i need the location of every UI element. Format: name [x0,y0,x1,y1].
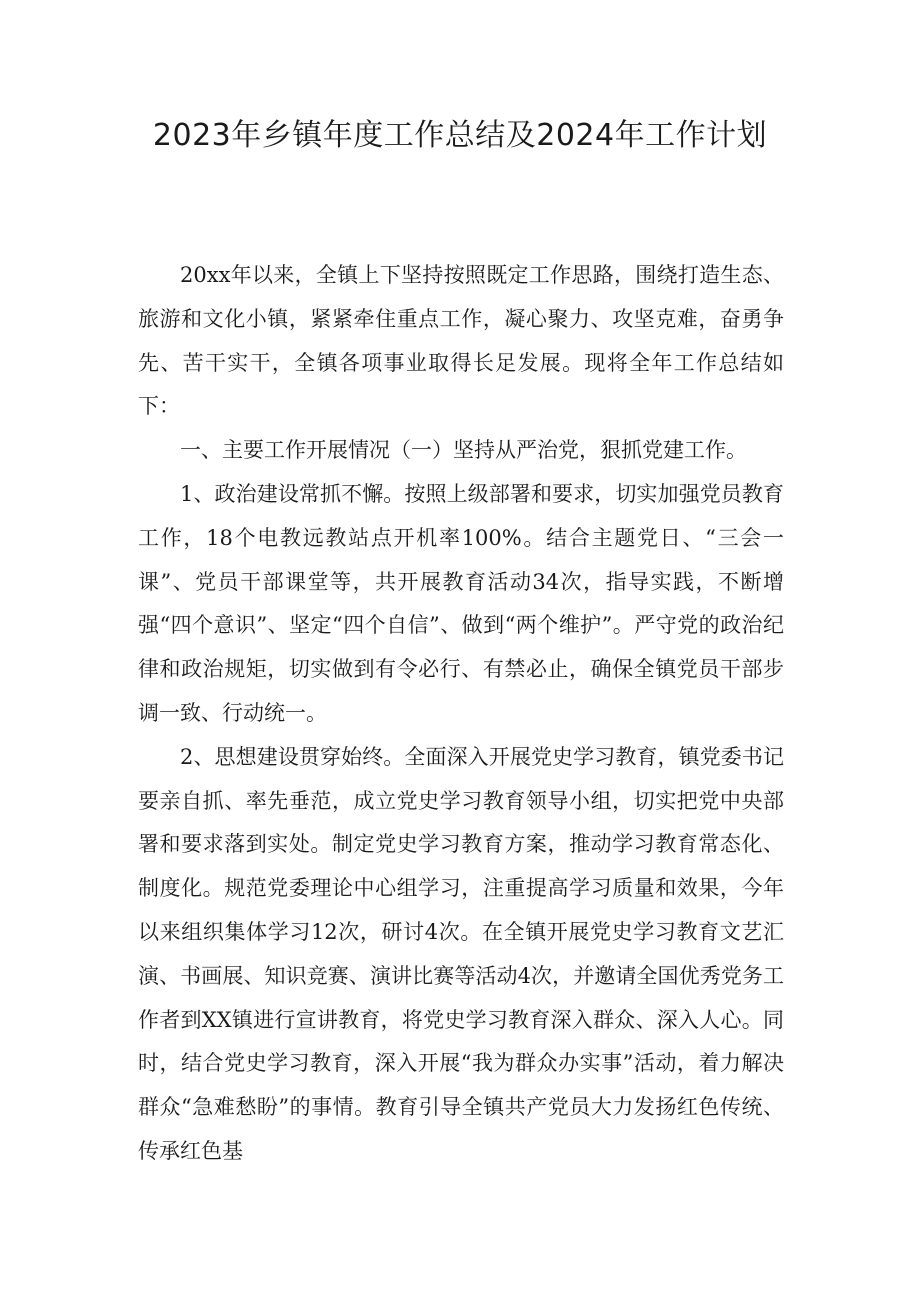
document-title: 2023年乡镇年度工作总结及2024年工作计划 [152,118,768,153]
paragraph-section-heading: 一、主要工作开展情况（一）坚持从严治党，狠抓党建工作。 [180,438,747,463]
paragraph-ideological-construction: 2、思想建设贯穿始终。全面深入开展党史学习教育，镇党委书记要亲自抓、率先垂范，成立党史学习教育领导小组，切实把党中央部署和要求落到实处。制定党史学习教育方案，推动学习教育常态化、制度化。规范党委理论中心组学习，注重提高学习质量和效果，今年以来组织集体学习12次，研讨4次。在全镇开展党史学习教育文艺汇演、书画展、知识竞赛、演讲比赛等活动4次，并邀请全国优秀党务工作者到XX镇进行宣讲教育，将党史学习教育深入群众、深入人心。同时，结合党史学习教育，深入开展“我为群众办实事”活动，着力解决群众“急难愁盼”的事情。教育引导全镇共产党员大力发扬红色传统、传承红色基 [138,744,784,1163]
paragraph-political-construction: 1、政治建设常抓不懈。按照上级部署和要求，切实加强党员教育工作，18个电教远教站点开机率100%。结合主题党日、“三会一课”、党员干部课堂等，共开展教育活动34次，指导实践，不断增强“四个意识”、坚定“四个自信”、做到“两个维护”。严守党的政治纪律和政治规矩，切实做到有令必行、有禁必止，确保全镇党员干部步调一致、行动统一。 [138,481,784,725]
paragraph-intro: 20xx年以来，全镇上下坚持按照既定工作思路，围绕打造生态、旅游和文化小镇，紧紧牵住重点工作，凝心聚力、攻坚克难，奋勇争先、苦干实干，全镇各项事业取得长足发展。现将全年工作总结如下： [138,263,784,419]
document-body [138,254,784,1174]
